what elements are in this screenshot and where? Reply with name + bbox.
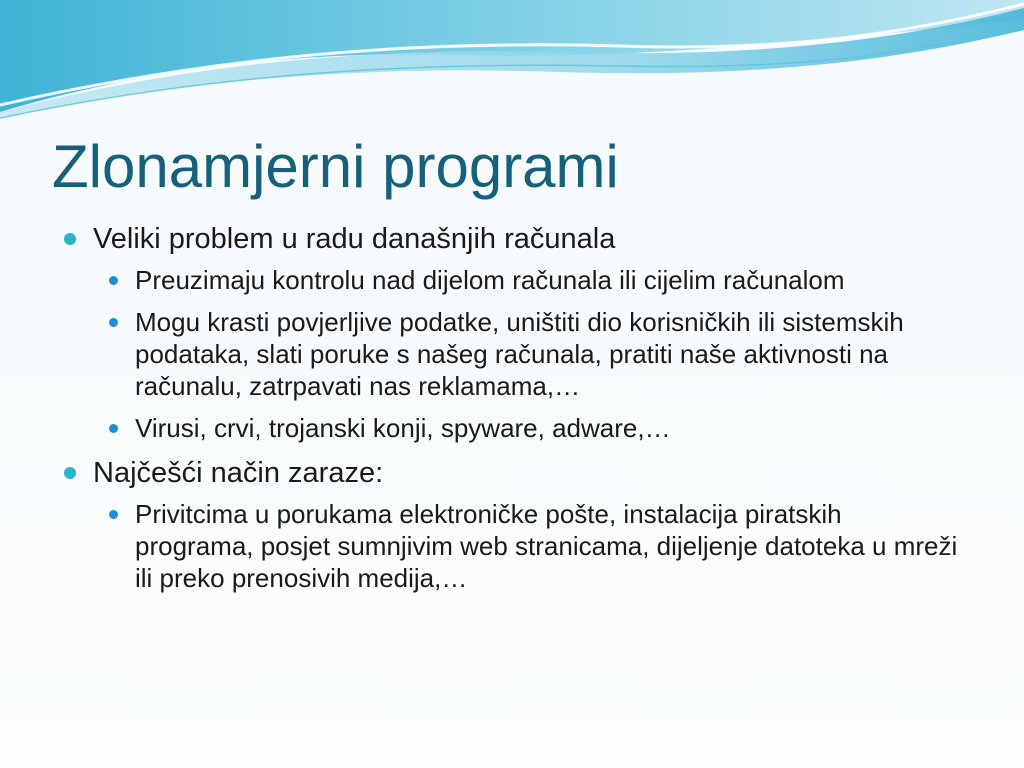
- bullet-item: [62, 454, 962, 594]
- bullet-text: Najčešći način zaraze:: [93, 457, 384, 489]
- header-wave-decoration: [0, 0, 1024, 130]
- sub-bullet-text: Privitcima u porukama elektroničke pošte, instalacija piratskih programa, posjet sumnjivim web stranicama, dijeljenje datoteka u mreži ili preko prenosivih medija,…: [135, 499, 958, 593]
- slide-title: Zlonamjerni programi: [52, 133, 619, 200]
- bullet-text: Veliki problem u radu današnjih računala: [93, 223, 616, 255]
- sub-bullet-item: [93, 264, 962, 296]
- bullet-dot-icon: [64, 233, 76, 245]
- sub-bullet-list: [93, 498, 962, 594]
- sub-bullet-dot-icon: [109, 276, 118, 285]
- sub-bullet-dot-icon: [109, 510, 118, 519]
- sub-bullet-list: [93, 264, 962, 444]
- sub-bullet-item: [93, 412, 962, 444]
- bullet-dot-icon: [64, 467, 76, 479]
- sub-bullet-item: [93, 498, 962, 594]
- bullet-list: [62, 220, 962, 604]
- sub-bullet-text: Virusi, crvi, trojanski konji, spyware, adware,…: [135, 413, 671, 443]
- sub-bullet-text: Mogu krasti povjerljive podatke, uništiti dio korisničkih ili sistemskih podataka, slati poruke s našeg računala, pratiti naše aktivnosti na računalu, zatrpavati nas reklamama,…: [135, 307, 904, 401]
- sub-bullet-dot-icon: [109, 424, 118, 433]
- sub-bullet-dot-icon: [109, 318, 118, 327]
- sub-bullet-item: [93, 306, 962, 402]
- bullet-item: [62, 220, 962, 444]
- sub-bullet-text: Preuzimaju kontrolu nad dijelom računala ili cijelim računalom: [135, 265, 845, 295]
